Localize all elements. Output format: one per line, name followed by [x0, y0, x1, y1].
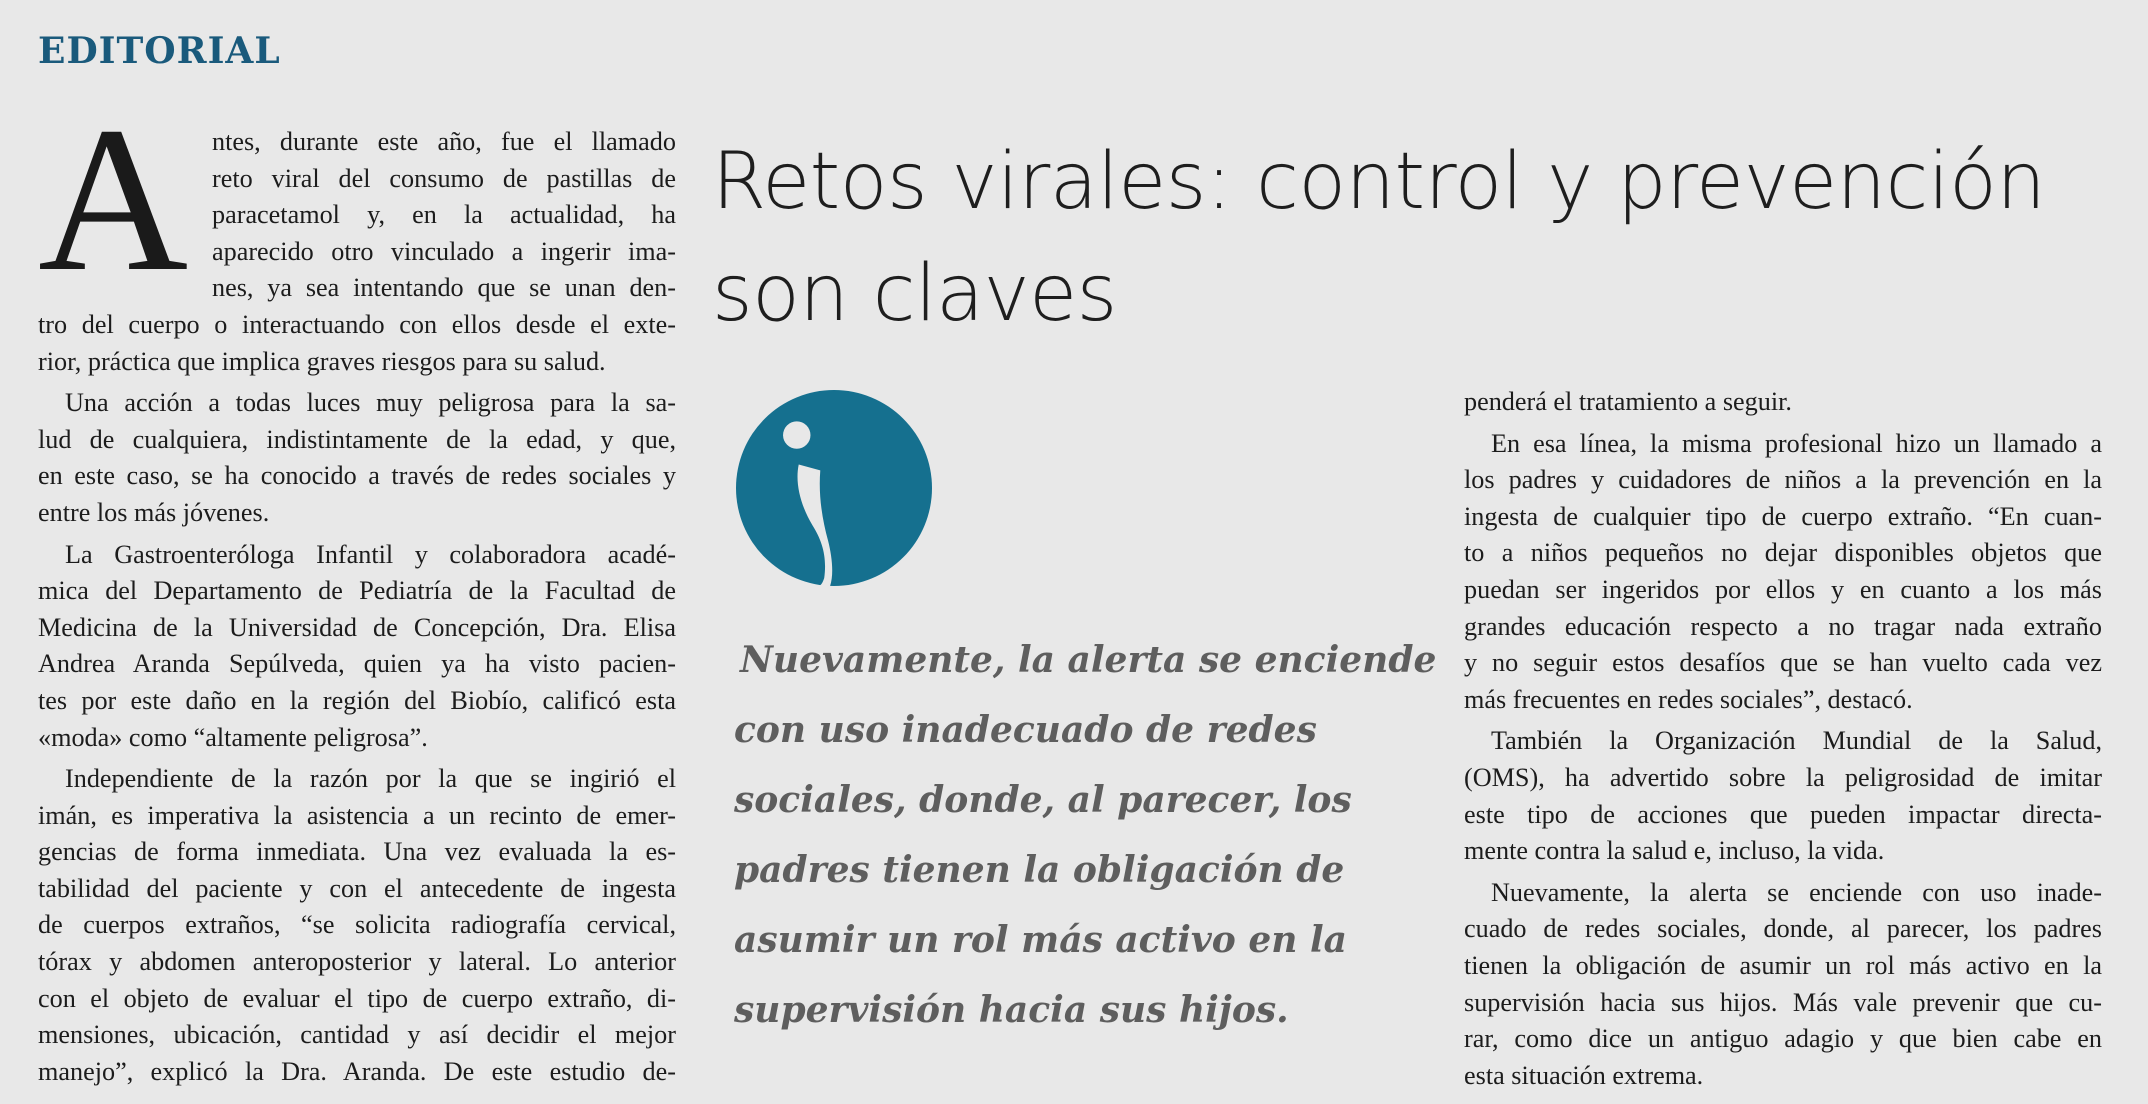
- text-line: ntes, durante este año, fue el llamado: [212, 127, 676, 156]
- paragraph: [38, 385, 676, 531]
- text-line: La Gastroenteróloga Infantil y colaboradora acadé-: [65, 539, 676, 569]
- headline: [712, 126, 2132, 350]
- quote-line: padres tienen la obligación de: [734, 849, 1345, 891]
- text-line: puedan ser ingeridos por ellos y en cuanto a los más: [1464, 574, 2102, 604]
- section-label: EDITORIAL: [38, 30, 281, 72]
- drop-cap: A: [38, 84, 189, 314]
- text-line: aparecido otro vinculado a ingerir ima-: [212, 236, 676, 266]
- paragraph: [1464, 384, 2102, 421]
- text-line: También la Organización Mundial de la Salud,: [1491, 726, 2102, 756]
- text-line: tes por este daño en la región del Biobío, calificó esta: [38, 685, 676, 715]
- text-line: entre los más jóvenes.: [38, 497, 270, 527]
- text-line: en este caso, se ha conocido a través de redes sociales y: [38, 461, 676, 491]
- text-line: Independiente de la razón por la que se ingirió el: [65, 764, 676, 794]
- text-line: grandes educación respecto a no tragar nada extraño: [1464, 611, 2102, 641]
- intro-paragraph: [38, 84, 676, 380]
- text-line: Medicina de la Universidad de Concepción, Dra. Elisa: [38, 612, 676, 642]
- text-line: nes, ya sea intentando que se unan den-: [212, 273, 676, 303]
- text-line: to a niños pequeños no dejar disponibles objetos que: [1464, 538, 2102, 568]
- text-line: los padres y cuidadores de niños a la prevención en la: [1464, 465, 2102, 495]
- text-line: este tipo de acciones que pueden impactar directa-: [1464, 799, 2102, 829]
- headline-line: Retos virales: control y prevención: [712, 137, 2046, 227]
- quote-line: con uso inadecuado de redes: [734, 709, 1317, 751]
- paragraph: [1464, 426, 2102, 719]
- text-line: tórax y abdomen anteroposterior y lateral. Lo anterior: [38, 947, 676, 977]
- text-line: cuado de redes sociales, donde, al parecer, los padres: [1464, 914, 2102, 944]
- quote-line: supervisión hacia sus hijos.: [734, 989, 1289, 1031]
- text-line: tro del cuerpo o interactuando con ellos desde el exte-: [38, 309, 676, 339]
- info-logo-icon: [736, 390, 932, 586]
- paragraph: [38, 761, 676, 1090]
- text-line: penderá el tratamiento a seguir.: [1464, 387, 1792, 416]
- text-line: rior, práctica que implica graves riesgos para su salud.: [38, 346, 606, 376]
- paragraph: [38, 537, 676, 757]
- text-line: Nuevamente, la alerta se enciende con uso inade-: [1491, 877, 2102, 907]
- text-line: mica del Departamento de Pediatría de la Facultad de: [38, 576, 676, 606]
- text-line: lud de cualquiera, indistintamente de la edad, y que,: [38, 424, 676, 454]
- text-line: y no seguir estos desafíos que se han vuelto cada vez: [1464, 648, 2102, 678]
- text-line: esta situación extrema.: [1464, 1060, 1704, 1090]
- headline-line: son claves: [712, 249, 1117, 339]
- text-line: gencias de forma inmediata. Una vez evaluada la es-: [38, 837, 676, 867]
- text-line: más frecuentes en redes sociales”, destacó.: [1464, 684, 1913, 714]
- text-line: (OMS), ha advertido sobre la peligrosidad de imitar: [1464, 762, 2102, 792]
- text-line: tabilidad del paciente y con el antecedente de ingesta: [38, 873, 676, 903]
- text-line: reto viral del consumo de pastillas de: [212, 163, 676, 193]
- text-line: «moda» como “altamente peligrosa”.: [38, 722, 428, 752]
- text-line: En esa línea, la misma profesional hizo un llamado a: [1491, 428, 2102, 458]
- text-line: tienen la obligación de asumir un rol más activo en la: [1464, 950, 2102, 980]
- text-line: mensiones, ubicación, cantidad y así decidir el mejor: [38, 1020, 676, 1050]
- text-line: de cuerpos extraños, “se solicita radiografía cervical,: [38, 910, 676, 940]
- text-line: paracetamol y, en la actualidad, ha: [212, 200, 676, 230]
- text-line: ingesta de cualquier tipo de cuerpo extraño. “En cuan-: [1464, 501, 2102, 531]
- right-column: [1464, 384, 2102, 1094]
- text-line: mente contra la salud e, incluso, la vida.: [1464, 836, 1885, 866]
- text-line: manejo”, explicó la Dra. Aranda. De este estudio de-: [38, 1056, 676, 1086]
- paragraph: [1464, 875, 2102, 1095]
- quote-line: Nuevamente, la alerta se enciende: [740, 639, 1437, 681]
- pull-quote: [734, 625, 1437, 1045]
- text-line: Una acción a todas luces muy peligrosa para la sa-: [65, 388, 676, 418]
- paragraph: [1464, 723, 2102, 869]
- text-line: imán, es imperativa la asistencia a un recinto de emer-: [38, 800, 676, 830]
- text-line: con el objeto de evaluar el tipo de cuerpo extraño, di-: [38, 983, 676, 1013]
- text-line: Andrea Aranda Sepúlveda, quien ya ha visto pacien-: [38, 649, 676, 679]
- quote-line: asumir un rol más activo en la: [734, 919, 1347, 961]
- quote-line: sociales, donde, al parecer, los: [734, 779, 1352, 821]
- text-line: rar, como dice un antiguo adagio y que bien cabe en: [1464, 1024, 2102, 1054]
- text-line: supervisión hacia sus hijos. Más vale prevenir que cu-: [1464, 987, 2102, 1017]
- left-column: [38, 84, 676, 1090]
